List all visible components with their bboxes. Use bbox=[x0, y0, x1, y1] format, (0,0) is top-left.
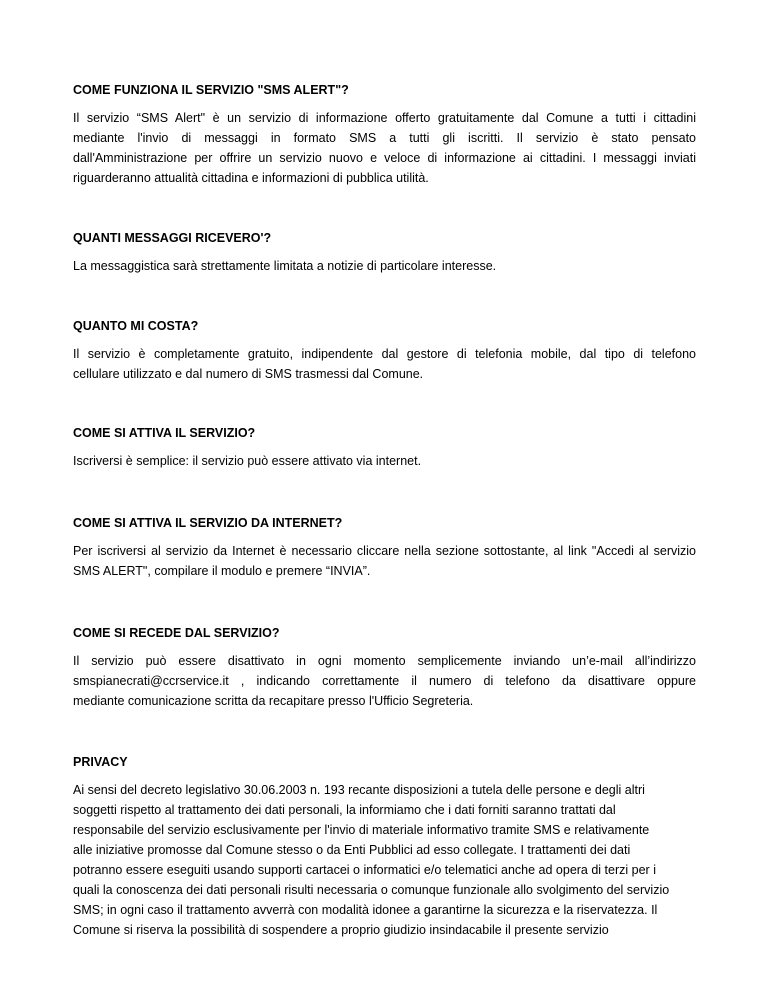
text-line: mediante comunicazione scritta da recapitare presso l'Ufficio Segreteria. bbox=[73, 694, 474, 708]
section-how-many-messages bbox=[73, 228, 696, 276]
section-body bbox=[73, 256, 696, 276]
text-line: SMS ALERT", compilare il modulo e premere “INVIA”. bbox=[73, 564, 371, 578]
section-internet-activation bbox=[73, 513, 696, 581]
section-body bbox=[73, 108, 696, 188]
section-heading: QUANTI MESSAGGI RICEVERO'? bbox=[73, 231, 272, 245]
section-heading: COME SI ATTIVA IL SERVIZIO DA INTERNET? bbox=[73, 516, 343, 530]
section-heading: QUANTO MI COSTA? bbox=[73, 319, 199, 333]
text-line: Comune si riserva la possibilità di sospendere a proprio giudizio insindacabile il presente servizio bbox=[73, 923, 609, 937]
text-line: Iscriversi è semplice: il servizio può essere attivato via internet. bbox=[73, 454, 422, 468]
text-line: mediante l'invio di messaggi in formato SMS a tutti gli iscritti. Il servizio è stato pensato bbox=[73, 131, 696, 145]
section-heading: COME FUNZIONA IL SERVIZIO "SMS ALERT"? bbox=[73, 83, 349, 97]
text-line: potranno essere eseguiti usando supporti cartacei o informatici e/o telematici anche ad opera di terzi per i bbox=[73, 863, 656, 877]
text-line: Il servizio “SMS Alert" è un servizio di informazione offerto gratuitamente dal Comune a tutti i cittadini bbox=[73, 111, 696, 125]
section-body bbox=[73, 541, 696, 581]
text-line: dall'Amministrazione per offrire un servizio nuovo e veloce di informazione ai cittadini. I messaggi inviati bbox=[73, 151, 696, 165]
section-cost bbox=[73, 316, 696, 384]
text-line: alle iniziative promosse dal Comune stesso o da Enti Pubblici ad esso collegate. I trattamenti dei dati bbox=[73, 843, 631, 857]
section-heading: COME SI ATTIVA IL SERVIZIO? bbox=[73, 426, 256, 440]
text-line: responsabile del servizio esclusivamente per l'invio di materiale informativo tramite SMS e relativamente bbox=[73, 823, 650, 837]
text-line: La messaggistica sarà strettamente limitata a notizie di particolare interesse. bbox=[73, 259, 497, 273]
text-line: quali la conoscenza dei dati personali risulti necessaria o comunque funzionale allo svolgimento del servizio bbox=[73, 883, 670, 897]
text-line: Ai sensi del decreto legislativo 30.06.2003 n. 193 recante disposizioni a tutela delle persone e degli altri bbox=[73, 783, 645, 797]
text-line: smspianecrati@ccrservice.it , indicando correttamente il numero di telefono da disattivare oppure bbox=[73, 674, 696, 688]
text-line: soggetti rispetto al trattamento dei dati personali, la informiamo che i dati forniti saranno trattati dal bbox=[73, 803, 616, 817]
section-body bbox=[73, 451, 696, 471]
section-withdrawal bbox=[73, 623, 696, 711]
text-line: Il servizio è completamente gratuito, indipendente dal gestore di telefonia mobile, dal tipo di telefono bbox=[73, 347, 696, 361]
text-line: Per iscriversi al servizio da Internet è necessario cliccare nella sezione sottostante, al link "Accedi al servizio bbox=[73, 544, 696, 558]
section-heading: COME SI RECEDE DAL SERVIZIO? bbox=[73, 626, 280, 640]
section-body bbox=[73, 651, 696, 711]
text-line: cellulare utilizzato e dal numero di SMS trasmessi dal Comune. bbox=[73, 367, 424, 381]
section-heading: PRIVACY bbox=[73, 755, 128, 769]
section-privacy bbox=[73, 752, 696, 940]
section-how-it-works bbox=[73, 80, 696, 188]
text-line: SMS; in ogni caso il trattamento avverrà con modalità idonee a garantirne la sicurezza e la riservatezza. Il bbox=[73, 903, 658, 917]
text-line: riguarderanno attualità cittadina e informazioni di pubblica utilità. bbox=[73, 171, 429, 185]
section-body bbox=[73, 344, 696, 384]
section-body bbox=[73, 780, 696, 940]
section-activation bbox=[73, 423, 696, 471]
text-line: Il servizio può essere disattivato in ogni momento semplicemente inviando un’e-mail all’indirizzo bbox=[73, 654, 696, 668]
